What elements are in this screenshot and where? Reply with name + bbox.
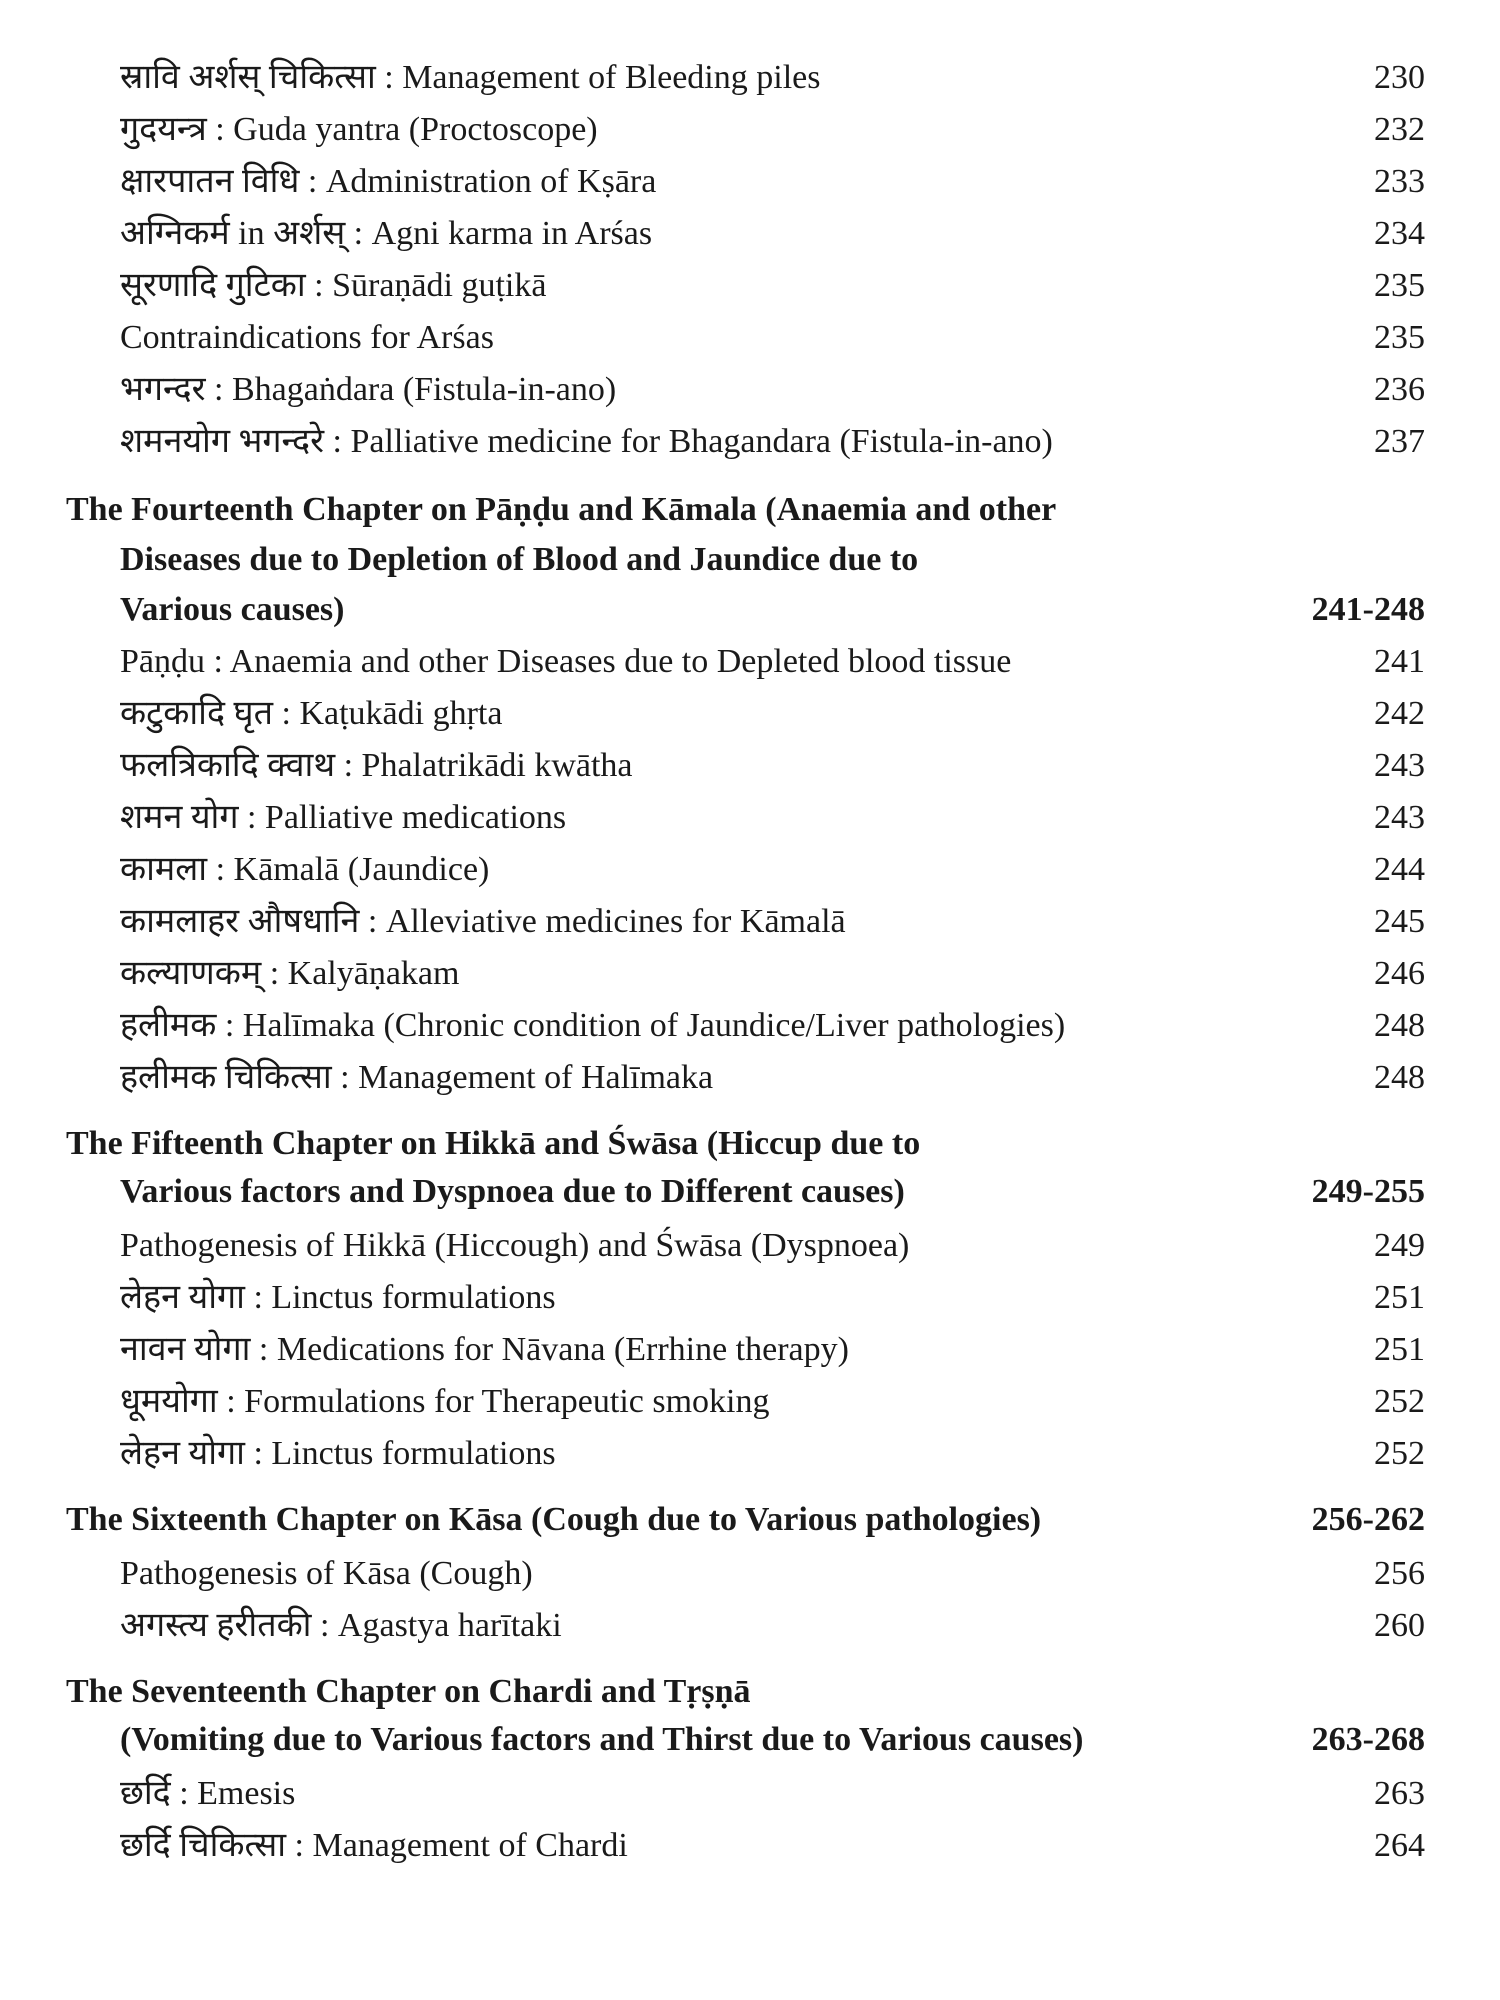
entry-title: लेहन योगा : Linctus formulations (120, 1435, 556, 1472)
toc-entry (0, 312, 1500, 364)
chapter-heading-line (0, 584, 1500, 636)
chapter-title-line: (Vomiting due to Various factors and Thirst due to Various causes) (120, 1721, 1084, 1758)
entry-title: क्षारपातन विधि : Administration of Kṣāra (120, 163, 657, 200)
entry-title: फलत्रिकादि क्वाथ : Phalatrikādi kwātha (120, 747, 633, 784)
entry-page-number: 252 (1374, 1435, 1425, 1472)
entry-page-number: 248 (1374, 1059, 1425, 1096)
entry-title: सूरणादि गुटिका : Sūraṇādi guṭikā (120, 267, 547, 304)
entry-title: Pathogenesis of Kāsa (Cough) (120, 1555, 533, 1592)
entry-page-number: 242 (1374, 695, 1425, 732)
toc-entry (0, 104, 1500, 156)
entry-title: हलीमक : Halīmaka (Chronic condition of Jaundice/Liver pathologies) (120, 1007, 1066, 1044)
entry-page-number: 232 (1374, 111, 1425, 148)
entry-title: कामला : Kāmalā (Jaundice) (120, 851, 490, 888)
chapter-heading-line (0, 1166, 1500, 1218)
toc-entry (0, 364, 1500, 416)
chapter-heading-line (0, 534, 1500, 586)
entry-page-number: 235 (1374, 267, 1425, 304)
entry-page-number: 241 (1374, 643, 1425, 680)
toc-entry (0, 52, 1500, 104)
entry-page-number: 264 (1374, 1827, 1425, 1864)
toc-entry (0, 636, 1500, 688)
toc-entry (0, 740, 1500, 792)
entry-page-number: 243 (1374, 747, 1425, 784)
toc-entry (0, 1428, 1500, 1480)
toc-entry (0, 156, 1500, 208)
chapter-page-range: 256-262 (1311, 1501, 1425, 1538)
entry-title: Contraindications for Arśas (120, 319, 494, 356)
chapter-heading-line (0, 1118, 1500, 1170)
toc-entry (0, 1548, 1500, 1600)
entry-title: कल्याणकम् : Kalyāṇakam (120, 955, 460, 992)
entry-page-number: 233 (1374, 163, 1425, 200)
entry-title: अग्निकर्म in अर्शस् : Agni karma in Arśas (120, 215, 653, 252)
toc-entry (0, 844, 1500, 896)
toc-entry (0, 1052, 1500, 1104)
entry-title: हलीमक चिकित्सा : Management of Halīmaka (120, 1059, 714, 1096)
toc-entry (0, 416, 1500, 468)
toc-entry (0, 1768, 1500, 1820)
toc-entry (0, 1272, 1500, 1324)
chapter-title-line: The Sixteenth Chapter on Kāsa (Cough due to Various pathologies) (66, 1501, 1042, 1538)
entry-page-number: 234 (1374, 215, 1425, 252)
entry-page-number: 260 (1374, 1607, 1425, 1644)
toc-entry (0, 208, 1500, 260)
entry-page-number: 245 (1374, 903, 1425, 940)
entry-page-number: 237 (1374, 423, 1425, 460)
toc-entry (0, 260, 1500, 312)
entry-page-number: 249 (1374, 1227, 1425, 1264)
toc-entry (0, 1600, 1500, 1652)
toc-entry (0, 1000, 1500, 1052)
chapter-heading-line (0, 1666, 1500, 1718)
chapter-heading-line (0, 1714, 1500, 1766)
chapter-title-line: The Seventeenth Chapter on Chardi and Tṛṣṇā (66, 1673, 751, 1710)
entry-title: छर्दि : Emesis (120, 1775, 296, 1812)
entry-title: भगन्दर : Bhagaṅdara (Fistula-in-ano) (120, 371, 617, 408)
toc-entry (0, 896, 1500, 948)
toc-entry (0, 1324, 1500, 1376)
entry-title: लेहन योगा : Linctus formulations (120, 1279, 556, 1316)
chapter-title-line: Various causes) (120, 591, 345, 628)
chapter-title-line: Various factors and Dyspnoea due to Different causes) (120, 1173, 905, 1210)
entry-page-number: 252 (1374, 1383, 1425, 1420)
chapter-title-line: The Fourteenth Chapter on Pāṇḍu and Kāmala (Anaemia and other (66, 491, 1057, 528)
entry-title: अगस्त्य हरीतकी : Agastya harītaki (120, 1607, 562, 1644)
entry-page-number: 243 (1374, 799, 1425, 836)
entry-title: छर्दि चिकित्सा : Management of Chardi (120, 1827, 628, 1864)
entry-title: नावन योगा : Medications for Nāvana (Errhine therapy) (120, 1331, 849, 1368)
entry-page-number: 248 (1374, 1007, 1425, 1044)
toc-entry (0, 948, 1500, 1000)
chapter-page-range: 263-268 (1311, 1721, 1425, 1758)
entry-page-number: 244 (1374, 851, 1425, 888)
entry-page-number: 263 (1374, 1775, 1425, 1812)
toc-entry (0, 1820, 1500, 1872)
chapter-heading-line (0, 484, 1500, 536)
entry-title: कामलाहर औषधानि : Alleviative medicines for Kāmalā (120, 903, 846, 940)
entry-title: शमनयोग भगन्दरे : Palliative medicine for Bhagandara (Fistula-in-ano) (120, 423, 1053, 460)
entry-title: शमन योग : Palliative medications (120, 799, 567, 836)
chapter-title-line: Diseases due to Depletion of Blood and Jaundice due to (120, 541, 919, 578)
entry-page-number: 235 (1374, 319, 1425, 356)
entry-title: गुदयन्त्र : Guda yantra (Proctoscope) (120, 111, 598, 148)
chapter-title-line: The Fifteenth Chapter on Hikkā and Śwāsa (Hiccup due to (66, 1125, 921, 1162)
entry-title: स्रावि अर्शस् चिकित्सा : Management of Bleeding piles (120, 59, 821, 96)
entry-page-number: 251 (1374, 1279, 1425, 1316)
entry-title: धूमयोगा : Formulations for Therapeutic smoking (120, 1383, 770, 1420)
entry-title: Pāṇḍu : Anaemia and other Diseases due to Depleted blood tissue (120, 643, 1012, 680)
entry-page-number: 230 (1374, 59, 1425, 96)
entry-title: कटुकादि घृत : Kaṭukādi ghṛta (120, 695, 503, 732)
chapter-heading-line (0, 1494, 1500, 1546)
toc-entry (0, 1376, 1500, 1428)
entry-page-number: 246 (1374, 955, 1425, 992)
toc-entry (0, 792, 1500, 844)
entry-title: Pathogenesis of Hikkā (Hiccough) and Śwāsa (Dyspnoea) (120, 1227, 910, 1264)
toc-entry (0, 688, 1500, 740)
entry-page-number: 256 (1374, 1555, 1425, 1592)
entry-page-number: 251 (1374, 1331, 1425, 1368)
chapter-page-range: 241-248 (1311, 591, 1425, 628)
entry-page-number: 236 (1374, 371, 1425, 408)
chapter-page-range: 249-255 (1311, 1173, 1425, 1210)
toc-entry (0, 1220, 1500, 1272)
